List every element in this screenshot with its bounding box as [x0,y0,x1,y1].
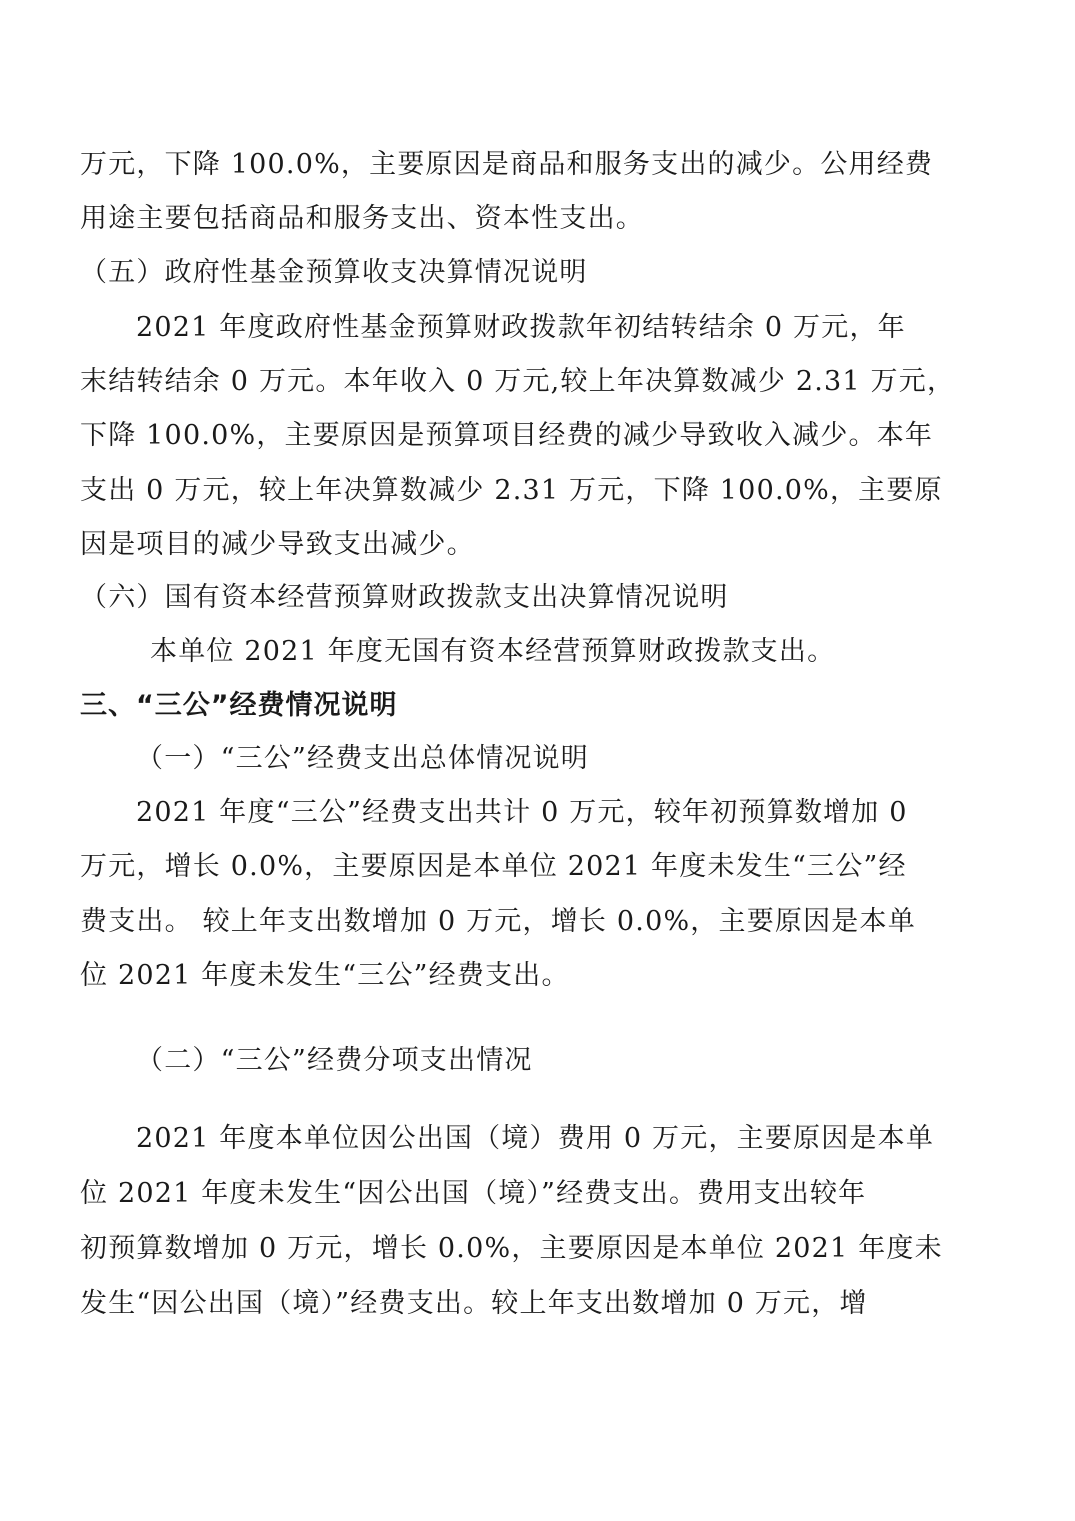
body-line: 末结转结余 0 万元。本年收入 0 万元,较上年决算数减少 2.31 万元， [80,366,956,397]
paragraph-first-line: 本单位 2021 年度无国有资本经营预算财政拨款支出。 [150,636,836,667]
body-line: 初预算数增加 0 万元，增长 0.0%，主要原因是本单位 2021 年度未 [80,1233,943,1264]
paragraph-first-line: 2021 年度“三公”经费支出共计 0 万元，较年初预算数增加 0 [136,797,908,828]
body-line: 位 2021 年度未发生“三公”经费支出。 [80,960,570,991]
section-heading-5: （五）政府性基金预算收支决算情况说明 [80,257,588,288]
body-line: 万元，增长 0.0%，主要原因是本单位 2021 年度未发生“三公”经 [80,851,907,882]
body-line: 支出 0 万元，较上年决算数减少 2.31 万元，下降 100.0%，主要原 [80,475,943,506]
body-line: 万元，下降 100.0%，主要原因是商品和服务支出的减少。公用经费 [80,149,934,180]
body-line: 费支出。 较上年支出数增加 0 万元，增长 0.0%，主要原因是本单 [80,906,916,937]
paragraph-first-line: 2021 年度本单位因公出国（境）费用 0 万元，主要原因是本单 [136,1123,935,1154]
section-heading-6: （六）国有资本经营预算财政拨款支出决算情况说明 [80,582,729,613]
body-line: 用途主要包括商品和服务支出、资本性支出。 [80,203,644,234]
subsection-heading-1: （一）“三公”经费支出总体情况说明 [136,743,590,774]
body-line: 发生“因公出国（境）”经费支出。较上年支出数增加 0 万元，增 [80,1288,868,1319]
body-line: 位 2021 年度未发生“因公出国（境）”经费支出。费用支出较年 [80,1178,867,1209]
body-line: 因是项目的减少导致支出减少。 [80,529,475,560]
body-line: 下降 100.0%，主要原因是预算项目经费的减少导致收入减少。本年 [80,420,934,451]
subsection-heading-2: （二）“三公”经费分项支出情况 [136,1045,533,1076]
chapter-heading-3: 三、“三公”经费情况说明 [80,690,398,721]
paragraph-first-line: 2021 年度政府性基金预算财政拨款年初结转结余 0 万元，年 [136,312,906,343]
